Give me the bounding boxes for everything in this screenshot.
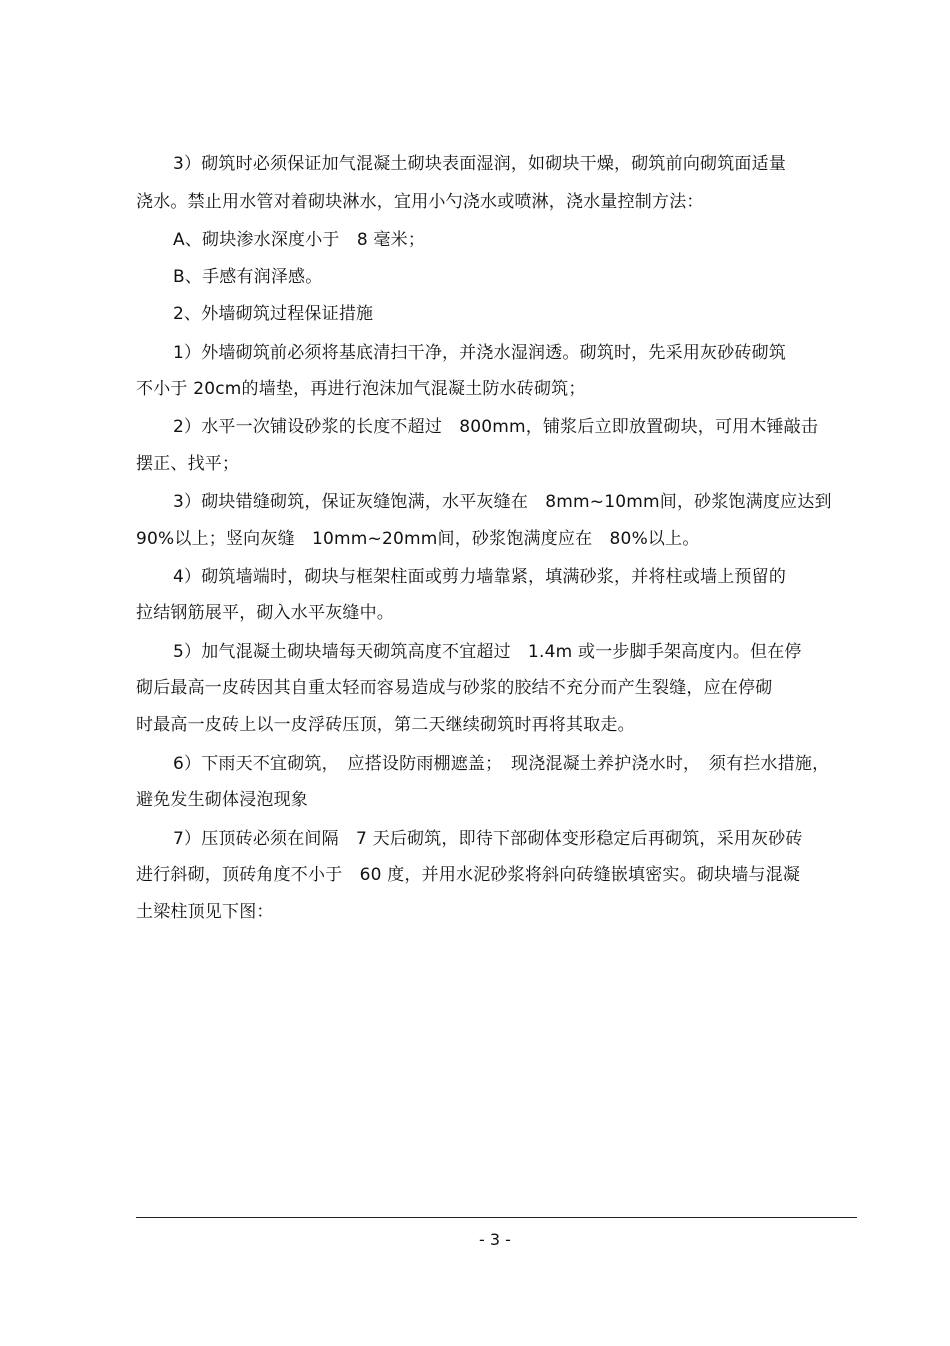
text-line: 4）砌筑墙端时，砌块与框架柱面或剪力墙靠紧，填满砂浆，并将柱或墙上预留的 [173,567,787,587]
text-line: 浇水。禁止用水管对着砌块淋水，宜用小勺浇水或喷淋，浇水量控制方法： [136,192,704,212]
text-line: 3）砌筑时必须保证加气混凝土砌块表面湿润，如砌块干燥，砌筑前向砌筑面适量 [173,154,787,174]
text-line: 拉结钢筋展平，砌入水平灰缝中。 [136,603,394,623]
text-line: 6）下雨天不宜砌筑， 应搭设防雨棚遮盖； 现浇混凝土养护浇水时， 须有拦水措施， [173,754,830,774]
text-line: 摆正、找平； [136,454,240,474]
text-line: 砌后最高一皮砖因其自重太轻而容易造成与砂浆的胶结不充分而产生裂缝，应在停砌 [136,678,773,698]
text-line: 避免发生砌体浸泡现象 [136,790,308,810]
text-line: A、砌块渗水深度小于 8 毫米； [173,230,426,250]
text-line: B、手感有润泽感。 [173,267,323,287]
text-line: 2）水平一次铺设砂浆的长度不超过 800mm，铺浆后立即放置砌块，可用木锤敲击 [173,417,819,437]
text-line: 时最高一皮砖上以一皮浮砖压顶，第二天继续砌筑时再将其取走。 [136,715,635,735]
footer-divider [136,1217,857,1218]
text-line: 2、外墙砌筑过程保证措施 [173,304,374,324]
text-line: 不小于 20cm的墙垫，再进行泡沫加气混凝土防水砖砌筑； [136,379,586,399]
text-line: 5）加气混凝土砌块墙每天砌筑高度不宜超过 1.4m 或一步脚手架高度内。但在停 [173,642,802,662]
text-line: 7）压顶砖必须在间隔 7 天后砌筑，即待下部砌体变形稳定后再砌筑，采用灰砂砖 [173,829,803,849]
text-line: 土梁柱顶见下图： [136,902,274,922]
text-line: 3）砌块错缝砌筑，保证灰缝饱满，水平灰缝在 8mm~10mm间，砂浆饱满度应达到 [173,492,832,512]
text-line: 1）外墙砌筑前必须将基底清扫干净，并浇水湿润透。砌筑时，先采用灰砂砖砌筑 [173,343,787,363]
page-number: - 3 - [479,1230,511,1249]
text-line: 进行斜砌，顶砖角度不小于 60 度，并用水泥砂浆将斜向砖缝嵌填密实。砌块墙与混凝 [136,865,801,885]
text-line: 90%以上；竖向灰缝 10mm~20mm间，砂浆饱满度应在 80%以上。 [136,529,700,549]
